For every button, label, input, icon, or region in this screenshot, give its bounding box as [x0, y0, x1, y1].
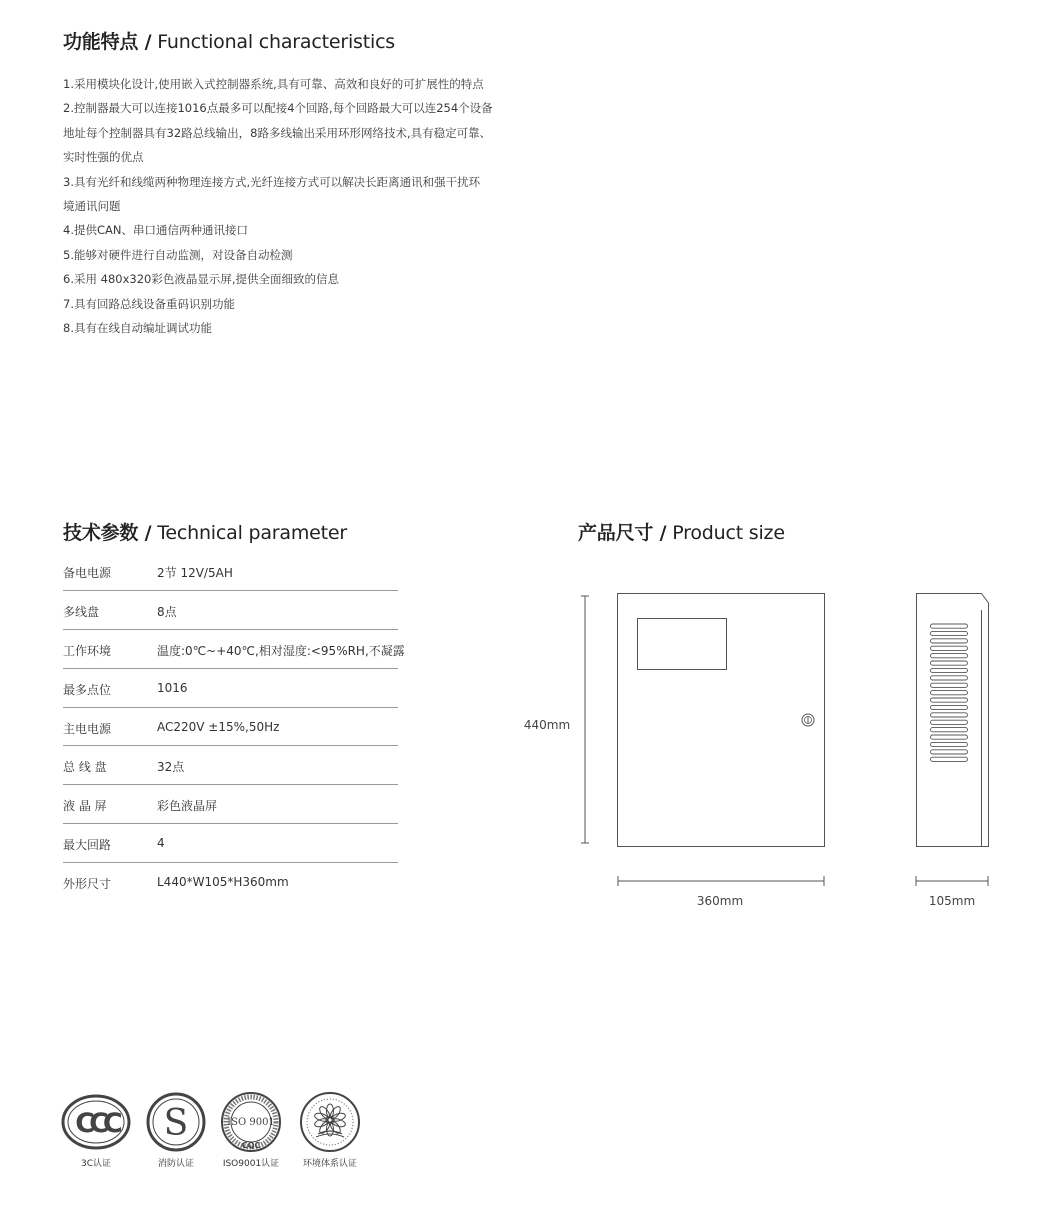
- param-label: 备电电源: [63, 566, 112, 580]
- cert-caption: 3C认证: [80, 1159, 111, 1169]
- table-row: [63, 591, 398, 630]
- param-value: AC220V ±15%,50Hz: [157, 719, 280, 734]
- cert-caption: 环境体系认证: [302, 1159, 357, 1169]
- vent-slot: [931, 728, 968, 732]
- vent-slot: [931, 668, 968, 672]
- param-label: 多线盘: [63, 604, 100, 619]
- ccc-mark: CCC: [75, 1108, 117, 1139]
- tech-parameter-table: [63, 552, 405, 902]
- lock-icon: [802, 714, 814, 726]
- tech-title: [63, 518, 347, 545]
- cert-fire: [140, 1090, 212, 1169]
- param-value: 2节 12V/5AH: [157, 566, 233, 580]
- height-dimension-line: [581, 596, 589, 843]
- width-label: 360mm: [696, 894, 744, 908]
- width-dimension-line: [618, 876, 824, 886]
- petal: [318, 1105, 332, 1120]
- param-value: 彩色液晶屏: [157, 799, 218, 814]
- feature-line: 7.具有回路总线设备重码识别功能: [63, 296, 235, 311]
- vent-slot: [931, 624, 968, 628]
- feature-line: 8.具有在线自动编址调试功能: [63, 321, 212, 336]
- vent-slot: [931, 757, 968, 761]
- lcd-screen-outline: [638, 619, 727, 670]
- ccc-logo-icon: [60, 1090, 132, 1152]
- table-row: [63, 863, 398, 902]
- table-row: [63, 785, 398, 824]
- vent-slot: [931, 720, 968, 724]
- param-value: 1016: [157, 680, 188, 695]
- size-title-zh: 产品尺寸 /: [578, 522, 667, 544]
- table-row: [63, 552, 398, 591]
- param-label: 主电电源: [63, 721, 112, 736]
- features-title-zh: 功能特点 /: [63, 31, 152, 53]
- tech-title-en: Technical parameter: [151, 522, 347, 544]
- vent-slot: [931, 631, 968, 635]
- vent-slot: [931, 676, 968, 680]
- param-value: 8点: [157, 604, 177, 619]
- size-title: [578, 518, 785, 545]
- table-row: [63, 824, 398, 863]
- certification-row: [60, 1090, 380, 1180]
- cert-caption: ISO9001认证: [222, 1159, 280, 1169]
- feature-line: 地址每个控制器具有32路总线输出，8路多线输出采用环形网络技术,具有稳定可靠、: [63, 125, 492, 140]
- iso-mark: ISO 9001: [227, 1117, 275, 1128]
- cert-3c: [60, 1090, 132, 1169]
- features-title: [63, 27, 395, 54]
- petal: [328, 1105, 342, 1120]
- s-mark: S: [163, 1103, 189, 1144]
- feature-line: 1.采用模块化设计,使用嵌入式控制器系统,具有可靠、高效和良好的可扩展性的特点: [63, 77, 484, 91]
- iso9001-seal-icon: [215, 1090, 287, 1152]
- feature-line: 2.控制器最大可以连接1016点最多可以配接4个回路,每个回路最大可以连254个设备: [63, 101, 493, 116]
- param-label: 外形尺寸: [63, 877, 112, 892]
- feature-line: 境通讯问题: [63, 199, 121, 214]
- param-label: 最大回路: [63, 838, 112, 853]
- vent-slot: [931, 691, 968, 695]
- cabinet-front-view: [618, 594, 825, 847]
- cert-caption: 消防认证: [157, 1159, 194, 1169]
- vent-slot: [931, 654, 968, 658]
- vent-slot: [931, 661, 968, 665]
- table-row: [63, 746, 398, 785]
- feature-line: 实时性强的优点: [63, 150, 144, 165]
- tech-title-zh: 技术参数 /: [63, 522, 152, 544]
- depth-dimension-line: [916, 876, 988, 886]
- cert-environment: [294, 1090, 366, 1169]
- fire-certification-icon: [140, 1090, 212, 1152]
- vent-slot: [931, 742, 968, 746]
- param-label: 工作环境: [63, 643, 112, 658]
- param-value: L440*W105*H360mm: [157, 875, 289, 890]
- cert-iso9001: [215, 1090, 287, 1169]
- vent-slot: [931, 750, 968, 754]
- depth-label: 105mm: [928, 894, 976, 908]
- table-row: [63, 630, 405, 669]
- table-row: [63, 669, 398, 708]
- param-label: 总 线 盘: [63, 760, 107, 775]
- features-title-en: Functional characteristics: [151, 31, 396, 53]
- size-title-en: Product size: [666, 522, 785, 544]
- vent-slot: [931, 705, 968, 709]
- param-label: 液 晶 屏: [63, 799, 107, 814]
- param-value: 4: [157, 836, 165, 851]
- table-row: [63, 708, 398, 747]
- vent-slots: [931, 624, 968, 761]
- product-dimension-drawing: [515, 580, 1035, 920]
- param-value: 32点: [157, 760, 185, 775]
- height-label: 440mm: [523, 718, 571, 732]
- feature-line: 3.具有光纤和线缆两种物理连接方式,光纤连接方式可以解决长距离通讯和强干扰环: [63, 174, 481, 189]
- environment-certification-icon: [294, 1090, 366, 1152]
- vent-slot: [931, 713, 968, 717]
- param-label: 最多点位: [63, 682, 112, 697]
- feature-line: 4.提供CAN、串口通信两种通讯接口: [63, 223, 248, 238]
- feature-line: 5.能够对硬件进行自动监测，对设备自动检测: [63, 247, 293, 262]
- features-list: [63, 72, 533, 340]
- vent-slot: [931, 698, 968, 702]
- vent-slot: [931, 683, 968, 687]
- vent-slot: [931, 646, 968, 650]
- cqc-mark: CQC: [241, 1141, 261, 1150]
- param-value: 温度:0℃~+40℃,相对湿度:<95%RH,不凝露: [157, 643, 405, 658]
- feature-line: 6.采用 480x320彩色液晶显示屏,提供全面细致的信息: [63, 272, 339, 287]
- vent-slot: [931, 639, 968, 643]
- vent-slot: [931, 735, 968, 739]
